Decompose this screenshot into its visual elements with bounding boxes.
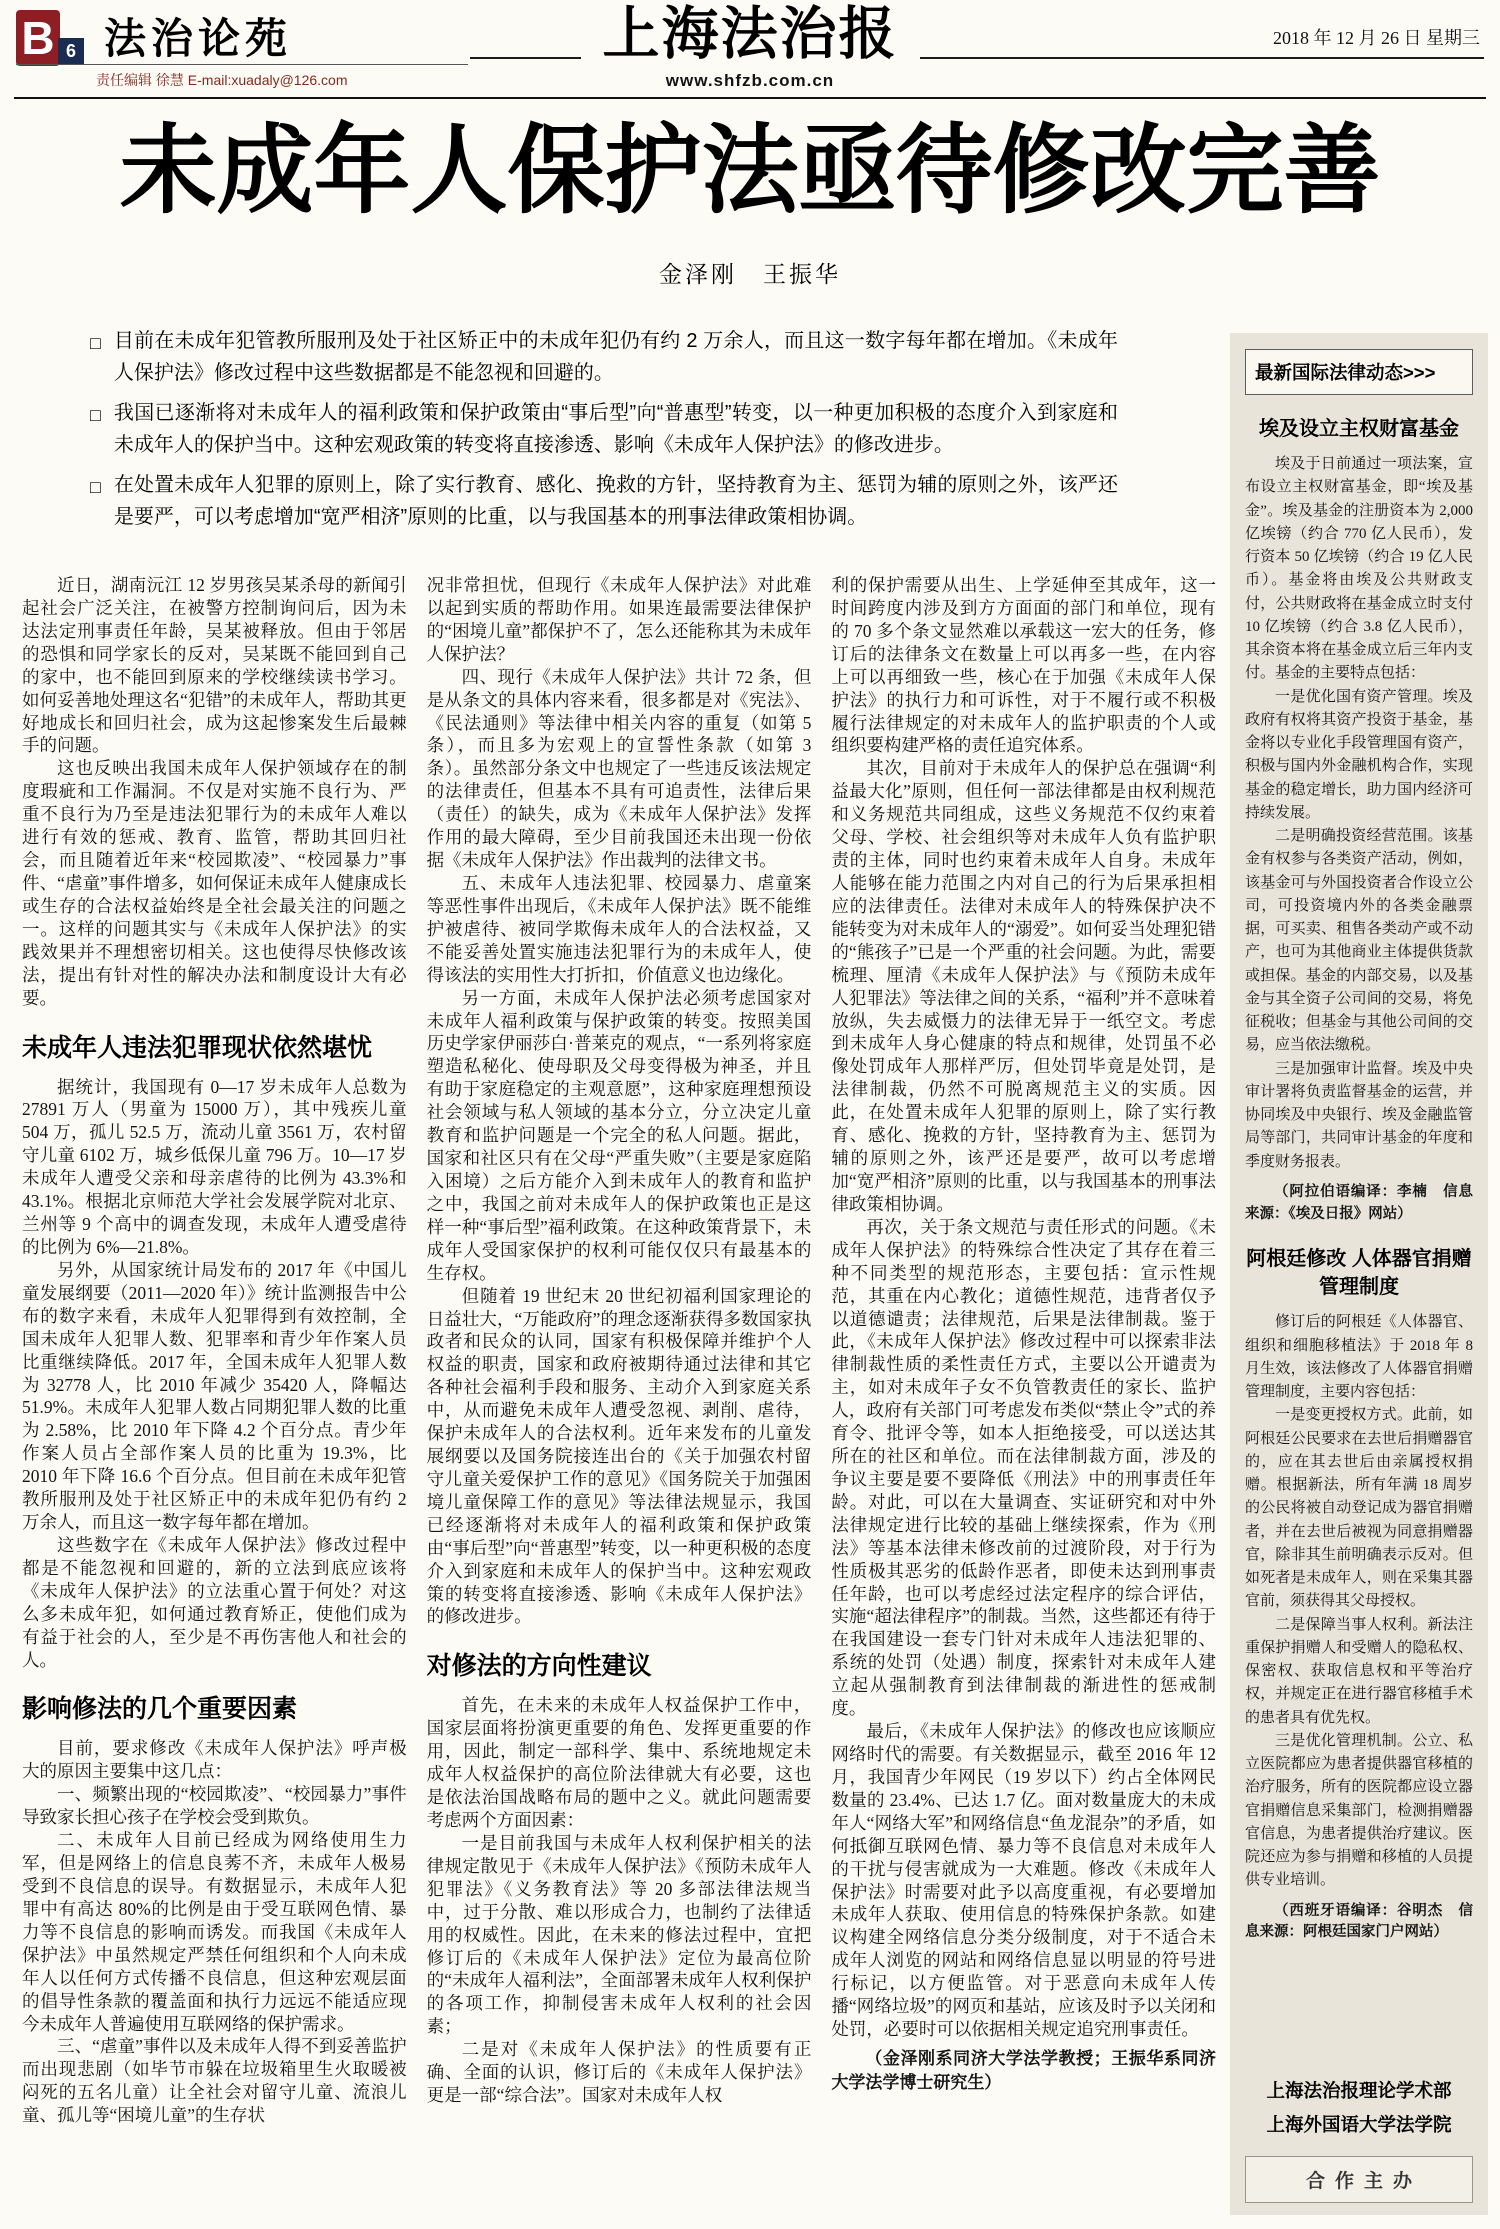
summary-box — [90, 326, 1118, 543]
co-organizer-label: 合作主办 — [1245, 2156, 1473, 2203]
sidebar-paragraph: 一是变更授权方式。此前，如阿根廷公民要求在去世后捐赠器官的，应在其去世后由亲属授权捐赠。根据新法，所有年满 18 周岁的公民将被自动登记成为器官捐赠者，并在去世后被视为同意捐赠器官，除非其生前明确表示反对。但如死者是未成年人，则在采集其器官前，须获得其父母授权。 — [1245, 1407, 1473, 1610]
article-paragraph: 另一方面，未成年人保护法必须考虑国家对未成年人福利政策与保护政策的转变。按照美国历史学家伊丽莎白·普莱克的观点，“一系列将家庭塑造私秘化、使母职及父母变得极为神圣，并且有助于家庭稳定的主观意愿”，这种家庭理想预设社会领域与私人领域的基本分立，分立决定儿童教育和监护问题是一个完全的私人问题。据此，国家和社区只有在父母“严重失败”（主要是家庭陷入困境）之后方能介入到未成年人的教育和监护之中，我国之前对未成年人的保护政策也正是这样一种“事后型”福利政策。在这种政策背景下，未成年人受国家保护的权利可能仅仅只有最基本的生存权。 — [426, 987, 812, 1283]
article-subheading: 对修法的方向性建议 — [426, 1652, 652, 1681]
date-line: 2018 年 12 月 26 日 星期三 — [1273, 28, 1480, 48]
main-headline: 未成年人保护法亟待修改完善 — [119, 116, 1381, 225]
sidebar-paragraph: 二是明确投资经营范围。该基金有权参与各类资产活动，例如，该基金可与外国投资者合作设立公司，可投资境内外的各类金融票据，可买卖、租售各类动产或不动产，也可为其他商业主体提供货款或担保。基金的内部交易，以及基金与其全资子公司间的交易，将免征税收；但基金与其他公司间的交易，应当依法缴税。 — [1245, 828, 1473, 1054]
paper-website: www.shfzb.com.cn — [665, 71, 835, 90]
article-paragraph: 四、现行《未成年人保护法》共计 72 条，但是从条文的具体内容来看，很多都是对《宪法》、《民法通则》等法律中相关内容的重复（如第 5 条），而且多为宏观上的宣誓性条款（如第 3 条）。虽然部分条文中也规定了一些违反该法规定的法律责任，但基本不具有可追责性，法律后果（责任）的缺失，成为《未成年人保护法》发挥作用的最大障碍，至少目前我国还未出现一份依据《未成年人保护法》作出裁判的法律文书。 — [426, 666, 812, 871]
article-paragraph: 一是目前我国与未成年人权利保护相关的法律规定散见于《未成年人保护法》《预防未成年人犯罪法》《义务教育法》等 20 多部法律法规当中，过于分散、难以形成合力，也制约了法律适用的权威性。因此，在未来的修法过程中，宜把修订后的《未成年人保护法》定位为最高位阶的“未成年人福利法”，全面部署未成年人权利保护的各项工作，抑制侵害未成年人权利的社会因素； — [426, 1832, 812, 2037]
sidebar-header: 最新国际法律动态>>> — [1245, 349, 1473, 395]
sidebar-footer — [1245, 2074, 1473, 2203]
summary-text: 目前在未成年犯管教所服刑及处于社区矫正中的未成年犯仍有约 2 万余人，而且这一数字每年都在增加。《未成年人保护法》修改过程中这些数据都是不能忽视和回避的。 — [113, 330, 1118, 384]
article-paragraph: 利的保护需要从出生、上学延伸至其成年，这一时间跨度内涉及到方方面面的部门和单位，现有的 70 多个条文显然难以承载这一宏大的任务，修订后的法律条文在数量上可以再多一些，在内容上可以再细致一些，核心在于加强《未成年人保护法》的执行力和可诉性，对于不履行或不积极履行法律规定的对未成年人的监护职责的个人或组织要构建严格的责任追究体系。 — [831, 575, 1216, 756]
summary-item — [90, 398, 1118, 461]
article-paragraph: 况非常担忧，但现行《未成年人保护法》对此难以起到实质的帮助作用。如果连最需要法律保护的“困境儿童”都保护不了，怎么还能称其为未成年人保护法？ — [426, 575, 812, 664]
sidebar-paragraph: 一是优化国有资产管理。埃及政府有权将其资产投资于基金，基金将以专业化手段管理国有资产，积极与国内外金融机构合作，实现基金的稳定增长，助力国内经济可持续发展。 — [1245, 688, 1473, 821]
article-paragraph: 三、“虐童”事件以及未成年人得不到妥善监护而出现悲剧（如毕节市躲在垃圾箱里生火取暖被闷死的五名儿童）让全社会对留守儿童、流浪儿童、孤儿等“困境儿童”的生存状 — [22, 2036, 407, 2126]
byline: 金泽刚 王振华 — [659, 261, 841, 287]
article-paragraph: 一、频繁出现的“校园欺凌”、“校园暴力”事件导致家长担心孩子在学校会受到欺负。 — [22, 1784, 407, 1828]
article-paragraph: 二是对《未成年人保护法》的性质要有正确、全面的认识，修订后的《未成年人保护法》更是一部“综合法”。国家对未成年人权 — [426, 2039, 812, 2106]
article-paragraph: 其次，目前对于未成年人的保护总在强调“利益最大化”原则，但任何一部法律都是由权利规范和义务规范共同组成，这些义务规范不仅约束着父母、学校、社会组织等对未成年人负有监护职责的主体，同时也约束着未成年人自身。未成年人能够在能力范围之内对自己的行为后果承担相应的法律责任。法律对未成年人的特殊保护决不能转变为对未成年人的“溺爱”。如何妥当处理犯错的“熊孩子”已是一个严重的社会问题。为此，需要梳理、厘清《未成年人保护法》与《预防未成年人犯罪法》等法律之间的关系，“福利”并不意味着放纵，失去威慑力的法律无异于一纸空文。考虑到未成年人身心健康的特点和规律，处罚虽不必像处罚成年人那样严厉，但处罚毕竟是处罚，是法律制裁，仍然不可脱离规范主义的实质。因此，在处置未成年人犯罪的原则上，除了实行教育、感化、挽救的方针，坚持教育为主、惩罚为辅的原则之外，该严还是要严，故可以考虑增加“宽严相济”原则的比重，以与我国基本的刑事法律政策相协调。 — [831, 758, 1216, 1214]
article-paragraph: 这也反映出我国未成年人保护领域存在的制度瑕疵和工作漏洞。不仅是对实施不良行为、严重不良行为乃至是违法犯罪行为的未成年人难以进行有效的惩戒、教育、监管，帮助其回归社会，而且随着近年来“校园欺凌”、“校园暴力”事件、“虐童”事件增多，如何保证未成年人健康成长或生存的合法权益始终是全社会最关注的问题之一。这样的问题其实与《未成年人保护法》的实践效果并不理想密切相关。这也使得尽快修改该法，提出有针对性的解决办法和制度设计大有必要。 — [22, 758, 407, 1008]
summary-text: 在处置未成年人犯罪的原则上，除了实行教育、感化、挽救的方针，坚持教育为主、惩罚为辅的原则之外，该严还是要严，可以考虑增加“宽严相济”原则的比重，以与我国基本的刑事法律政策相协调。 — [113, 474, 1118, 528]
sidebar-paragraph: 埃及于日前通过一项法案，宣布设立主权财富基金，即“埃及基金”。埃及基金的注册资本为 2,000 亿埃镑（约合 770 亿人民币），发行资本 50 亿埃镑（约合 19 亿人民币）。基金将由埃及公共财政支付，公共财政将在基金成立时支付 10 亿埃镑（约合 3.8 亿人民币），其余资本将在基金成立后三年内支付。基金的主要特点包括： — [1245, 456, 1473, 682]
checkbox-bullet-icon: □ — [90, 477, 101, 498]
sidebar-paragraph: 三是加强审计监督。埃及中央审计署将负责监督基金的运营，并协同埃及中央银行、埃及金融监管局等部门，共同审计基金的年度和季度财务报表。 — [1245, 1060, 1473, 1170]
article-body — [22, 574, 1216, 2218]
sidebar-article-title: 埃及设立主权财富基金 — [1259, 418, 1459, 440]
article-paragraph: 但随着 19 世纪末 20 世纪初福利国家理论的日益壮大，“万能政府”的理念逐渐获得多数国家执政者和民众的认同，国家有积极保障并维护个人权益的职责，国家和政府被期待通过法律和其它各种社会福利手段和服务、主动介入到家庭关系中，从而避免未成年人遭受忽视、剥削、虐待，保护未成年人的合法权利。近年来发布的儿童发展纲要以及国务院接连出台的《关于加强农村留守儿童关爱保护工作的意见》《国务院关于加强困境儿童保障工作的意见》等法律法规显示，我国已经逐渐将对未成年人的福利政策和保护政策由“事后型”向“普惠型”转变，以一种更积极的态度介入到家庭和未成年人的保护当中。这种宏观政策的转变将直接渗透、影响《未成年人保护法》的修改进步。 — [426, 1285, 812, 1627]
masthead — [0, 0, 1500, 100]
checkbox-bullet-icon: □ — [90, 333, 101, 353]
article-paragraph: 二、未成年人目前已经成为网络使用生力军，但是网络上的信息良莠不齐，未成年人极易受到不良信息的误导。有数据显示，未成年人犯罪中有高达 80%的比例是由于受互联网色情、暴力等不良信息的影响而诱发。而我国《未成年人保护法》中虽然规定严禁任何组织和个人向未成年人以任何方式传播不良信息，但这种宏观层面的倡导性条款的覆盖面和执行力远远不能适应现今未成年人普遍使用互联网络的保护需求。 — [22, 1830, 407, 2034]
sidebar-article-title: 阿根廷修改 人体器官捐赠管理制度 — [1246, 1248, 1472, 1299]
article-column-3 — [831, 574, 1216, 2218]
sidebar — [1230, 333, 1488, 2215]
article-paragraph: 另外，从国家统计局发布的 2017 年《中国儿童发展纲要（2011—2020 年）》统计监测报告中公布的数字来看，未成年人犯罪得到有效控制，全国未成年人犯罪人数、犯罪率和青少年作案人员比重继续降低。2017 年，全国未成年人犯罪人数为 32778 人，比 2010 年减少 35420 人，降幅达 51.9%。未成年人犯罪人数占同期犯罪人数的比重为 2.58%，比 2010 年下降 4.2 个百分点。青少年作案人员占全部作案人员的比重为 19.3%，比 2010 年下降 16.6 个百分点。但目前在未成年犯管教所服刑及处于社区矫正中的未成年犯仍有约 2 万余人，而且这一数字每年都在增加。 — [22, 1259, 407, 1533]
sidebar-credit: （阿拉伯语编译：李楠 信息来源：《埃及日报》网站） — [1245, 1183, 1473, 1222]
checkbox-bullet-icon: □ — [90, 405, 101, 426]
section-title: 法治论苑 — [104, 15, 293, 62]
summary-item — [90, 326, 1118, 389]
author-credit: （金泽刚系同济大学法学教授；王振华系同济大学法学博士研究生） — [831, 2049, 1216, 2092]
sidebar-paragraph: 三是优化管理机制。公立、私立医院都应为患者提供器官移植的治疗服务，所有的医院都应设立器官捐赠信息采集部门，检测捐赠器官信息，为患者提供治疗建议。医院还应为参与捐赠和移植的人员提供专业培训。 — [1245, 1732, 1473, 1889]
summary-text: 我国已逐渐将对未成年人的福利政策和保护政策由“事后型”向“普惠型”转变，以一种更加积极的态度介入到家庭和未成年人的保护当中。这种宏观政策的转变将直接渗透、影响《未成年人保护法》的修改进步。 — [113, 402, 1118, 456]
paper-title: 上海法治报 — [581, 0, 920, 70]
sidebar-article-argentina — [1245, 1245, 1473, 1944]
partner-org-2: 上海外国语大学法学院 — [1266, 2113, 1452, 2135]
article-paragraph: 近日，湖南沅江 12 岁男孩吴某杀母的新闻引起社会广泛关注，在被警方控制询问后，因为未达法定刑事责任年龄，吴某被释放。但由于邻居的恐惧和同学家长的反对，吴某既不能回到自己的家中，也不能回到原来的学校继续读书学习。如何妥善地处理这名“犯错”的未成年人，帮助其更好地成长和回归社会，成为这起惨案发生后最棘手的问题。 — [22, 575, 407, 756]
partner-org-1: 上海法治报理论学术部 — [1266, 2079, 1452, 2101]
article-column-1 — [22, 574, 407, 2218]
article-paragraph: 这些数字在《未成年人保护法》修改过程中都是不能忽视和回避的，新的立法到底应该将《未成年人保护法》的立法重心置于何处？对这么多未成年犯，如何通过教育矫正，使他们成为有益于社会的人，至少是不再伤害他人和社会的人。 — [22, 1534, 407, 1670]
article-subheading: 影响修法的几个重要因素 — [22, 1695, 298, 1724]
paper-title-block — [0, 0, 1500, 91]
sidebar-article-egypt — [1245, 415, 1473, 1225]
article-subheading: 未成年人违法犯罪现状依然堪忧 — [22, 1033, 373, 1062]
sidebar-credit: （西班牙语编译：谷明杰 信息来源：阿根廷国家门户网站） — [1245, 1902, 1473, 1941]
article-paragraph: 据统计，我国现有 0—17 岁未成年人总数为 27891 万人（男童为 15000 万），其中残疾儿童 504 万，孤儿 52.5 万，流动儿童 3561 万，农村留守儿童 6102 万，城乡低保儿童 796 万。10—17 岁未成年人遭受父亲和母亲虐待的比例为 43.3%和 43.1%。根据北京师范大学社会发展学院对北京、兰州等 9 个高中的调查发现，未成年人遭受虐待的比例为 6%—21.8%。 — [22, 1076, 407, 1257]
editor-line: 责任编辑 徐慧 E-mail:xuadaly@126.com — [96, 72, 348, 88]
sidebar-paragraph: 修订后的阿根廷《人体器官、组织和细胞移植法》于 2018 年 8 月生效，该法修改了人体器官捐赠管理制度，主要内容包括： — [1245, 1314, 1473, 1400]
article-paragraph: 五、未成年人违法犯罪、校园暴力、虐童案等恶性事件出现后，《未成年人保护法》既不能维护被虐待、被同学欺侮未成年人的合法权益，又不能妥善处置实施违法犯罪行为的未成年人，使得该法的实用性大打折扣，价值意义也边缘化。 — [426, 872, 812, 985]
article-paragraph: 首先，在未来的未成年人权益保护工作中，国家层面将扮演更重要的角色、发挥更重要的作用，因此，制定一部科学、集中、系统地规定未成年人权益保护的高位阶法律就大有必要，这也是依法治国战略布局的题中之义。就此问题需要考虑两个方面因素： — [426, 1695, 812, 1831]
article-paragraph: 最后，《未成年人保护法》的修改也应该顺应网络时代的需要。有关数据显示，截至 2016 年 12 月，我国青少年网民（19 岁以下）约占全体网民数量的 23.4%、已达 1.7 亿。面对数量庞大的未成年人“网络大军”和网络信息“鱼龙混杂”的矛盾，如何抵御互联网色情、暴力等不良信息对未成年人的干扰与侵害就成为一大难题。修改《未成年人保护法》时需要对此予以高度重视，有必要增加未成年人获取、使用信息的特殊保护条款。如建议构建全网络信息分类分级制度，对于不适合未成年人浏览的网站和网络信息显以明显的符号进行标记，以方便监管。对于恶意向未成年人传播“网络垃圾”的网页和基站，应该及时予以关闭和处罚，必要时可以依据相关规定追究刑事责任。 — [831, 1721, 1216, 2040]
article-column-2 — [427, 574, 812, 2218]
summary-item — [90, 470, 1118, 533]
article-paragraph: 目前，要求修改《未成年人保护法》呼声极大的原因主要集中这几点： — [22, 1738, 407, 1782]
article-paragraph: 再次，关于条文规范与责任形式的问题。《未成年人保护法》的特殊综合性决定了其存在着三种不同类型的规范形态，主要包括：宣示性规范，其重在内心教化；道德性规范，违背者仅予以道德谴责；法律规范，后果是法律制裁。鉴于此，《未成年人保护法》修改过程中可以探索非法律制裁性质的柔性责任方式，主要以公开谴责为主，如对未成年子女不负管教责任的家长、监护人，政府有关部门可考虑发布类似“禁止令”式的养育令、批评令等，如本人拒绝接受，可以送达其所在的社区和单位。而在法律制裁方面，涉及的争议主要是要不要降低《刑法》中的刑事责任年龄。对此，可以在大量调查、实证研究和对中外法律规定进行比较的基础上继续探索，作为《刑法》等基本法律未修改前的过渡阶段，对于行为性质极其恶劣的低龄作恶者，即使未达到刑事责任年龄，也可以考虑经过法定程序的综合评估，实施“超法律程序”的制裁。当然，这些都还有待于在我国建设一套专门针对未成年人违法犯罪的、系统的处罚（处遇）制度，探索针对未成年人建立起从强制教育到法律制裁的渐进性的惩戒制度。 — [831, 1216, 1216, 1719]
page-number: 6 — [58, 38, 84, 64]
sidebar-paragraph: 二是保障当事人权利。新法注重保护捐赠人和受赠人的隐私权、保密权、获取信息权和平等治疗权，并规定正在进行器官移植手术的患者具有优先权。 — [1245, 1616, 1473, 1726]
page-letter: B — [16, 10, 60, 66]
masthead-rule-bottom — [14, 97, 1486, 99]
